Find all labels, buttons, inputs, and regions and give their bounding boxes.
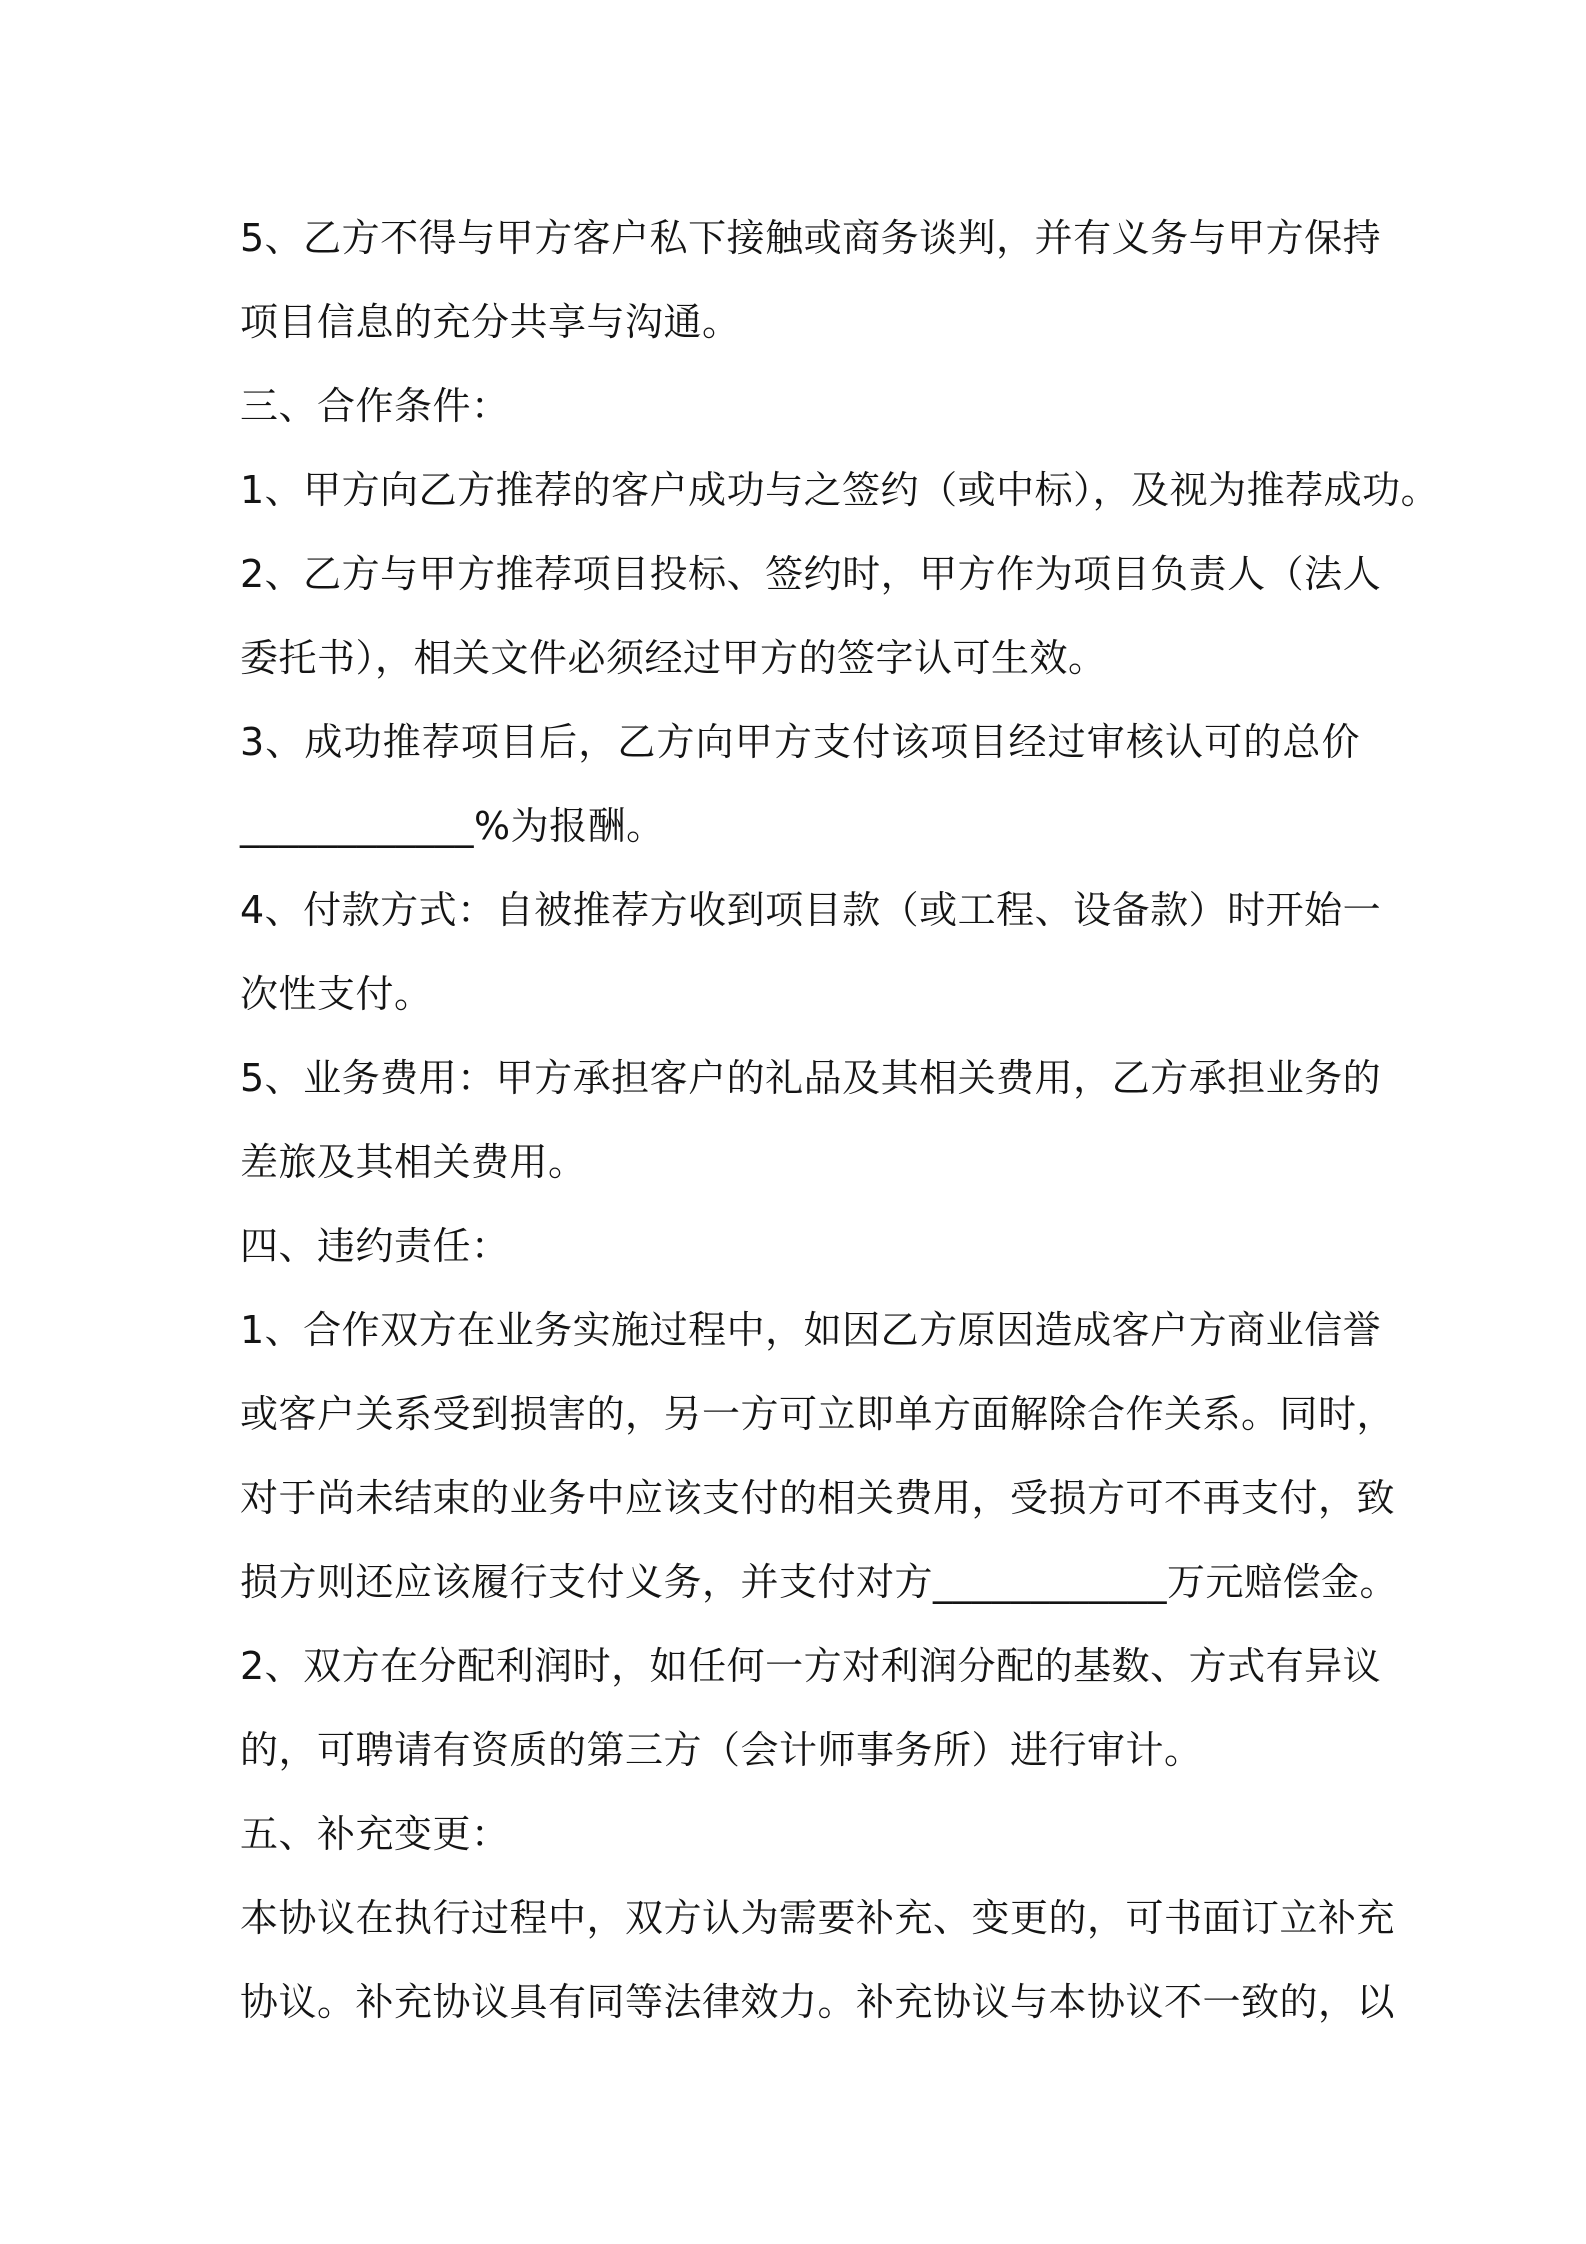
text-line: 2、乙方与甲方推荐项目投标、签约时，甲方作为项目负责人（法人 <box>240 552 1382 596</box>
text-line: 或客户关系受到损害的，另一方可立即单方面解除合作关系。同时， <box>240 1392 1396 1436</box>
text-line: 4、付款方式：自被推荐方收到项目款（或工程、设备款）时开始一 <box>240 888 1382 932</box>
text-line: 损方则还应该履行支付义务，并支付对方____________万元赔偿金。 <box>240 1560 1399 1604</box>
text-line: 次性支付。 <box>240 972 433 1016</box>
text-line: 对于尚未结束的业务中应该支付的相关费用，受损方可不再支付，致 <box>240 1476 1396 1520</box>
text-line: 3、成功推荐项目后，乙方向甲方支付该项目经过审核认可的总价 <box>240 720 1360 764</box>
document-body <box>240 196 1440 2044</box>
text-line: 5、乙方不得与甲方客户私下接触或商务谈判，并有义务与甲方保持 <box>240 216 1382 260</box>
section-heading: 四、违约责任： <box>240 1224 510 1268</box>
text-line: 本协议在执行过程中，双方认为需要补充、变更的，可书面订立补充 <box>240 1896 1396 1940</box>
text-line: 差旅及其相关费用。 <box>240 1140 587 1184</box>
text-line: ____________%为报酬。 <box>240 804 665 848</box>
section-heading: 三、合作条件： <box>240 384 510 428</box>
text-line: 5、业务费用：甲方承担客户的礼品及其相关费用，乙方承担业务的 <box>240 1056 1382 1100</box>
section-heading: 五、补充变更： <box>240 1812 510 1856</box>
text-line: 项目信息的充分共享与沟通。 <box>240 300 741 344</box>
text-line: 2、双方在分配利润时，如任何一方对利润分配的基数、方式有异议 <box>240 1644 1382 1688</box>
text-line: 协议。补充协议具有同等法律效力。补充协议与本协议不一致的，以 <box>240 1980 1396 2024</box>
text-line: 1、合作双方在业务实施过程中，如因乙方原因造成客户方商业信誉 <box>240 1308 1382 1352</box>
text-line: 1、甲方向乙方推荐的客户成功与之签约（或中标），及视为推荐成功。 <box>240 468 1440 512</box>
text-line: 委托书），相关文件必须经过甲方的签字认可生效。 <box>240 636 1107 680</box>
text-line: 的，可聘请有资质的第三方（会计师事务所）进行审计。 <box>240 1728 1203 1772</box>
